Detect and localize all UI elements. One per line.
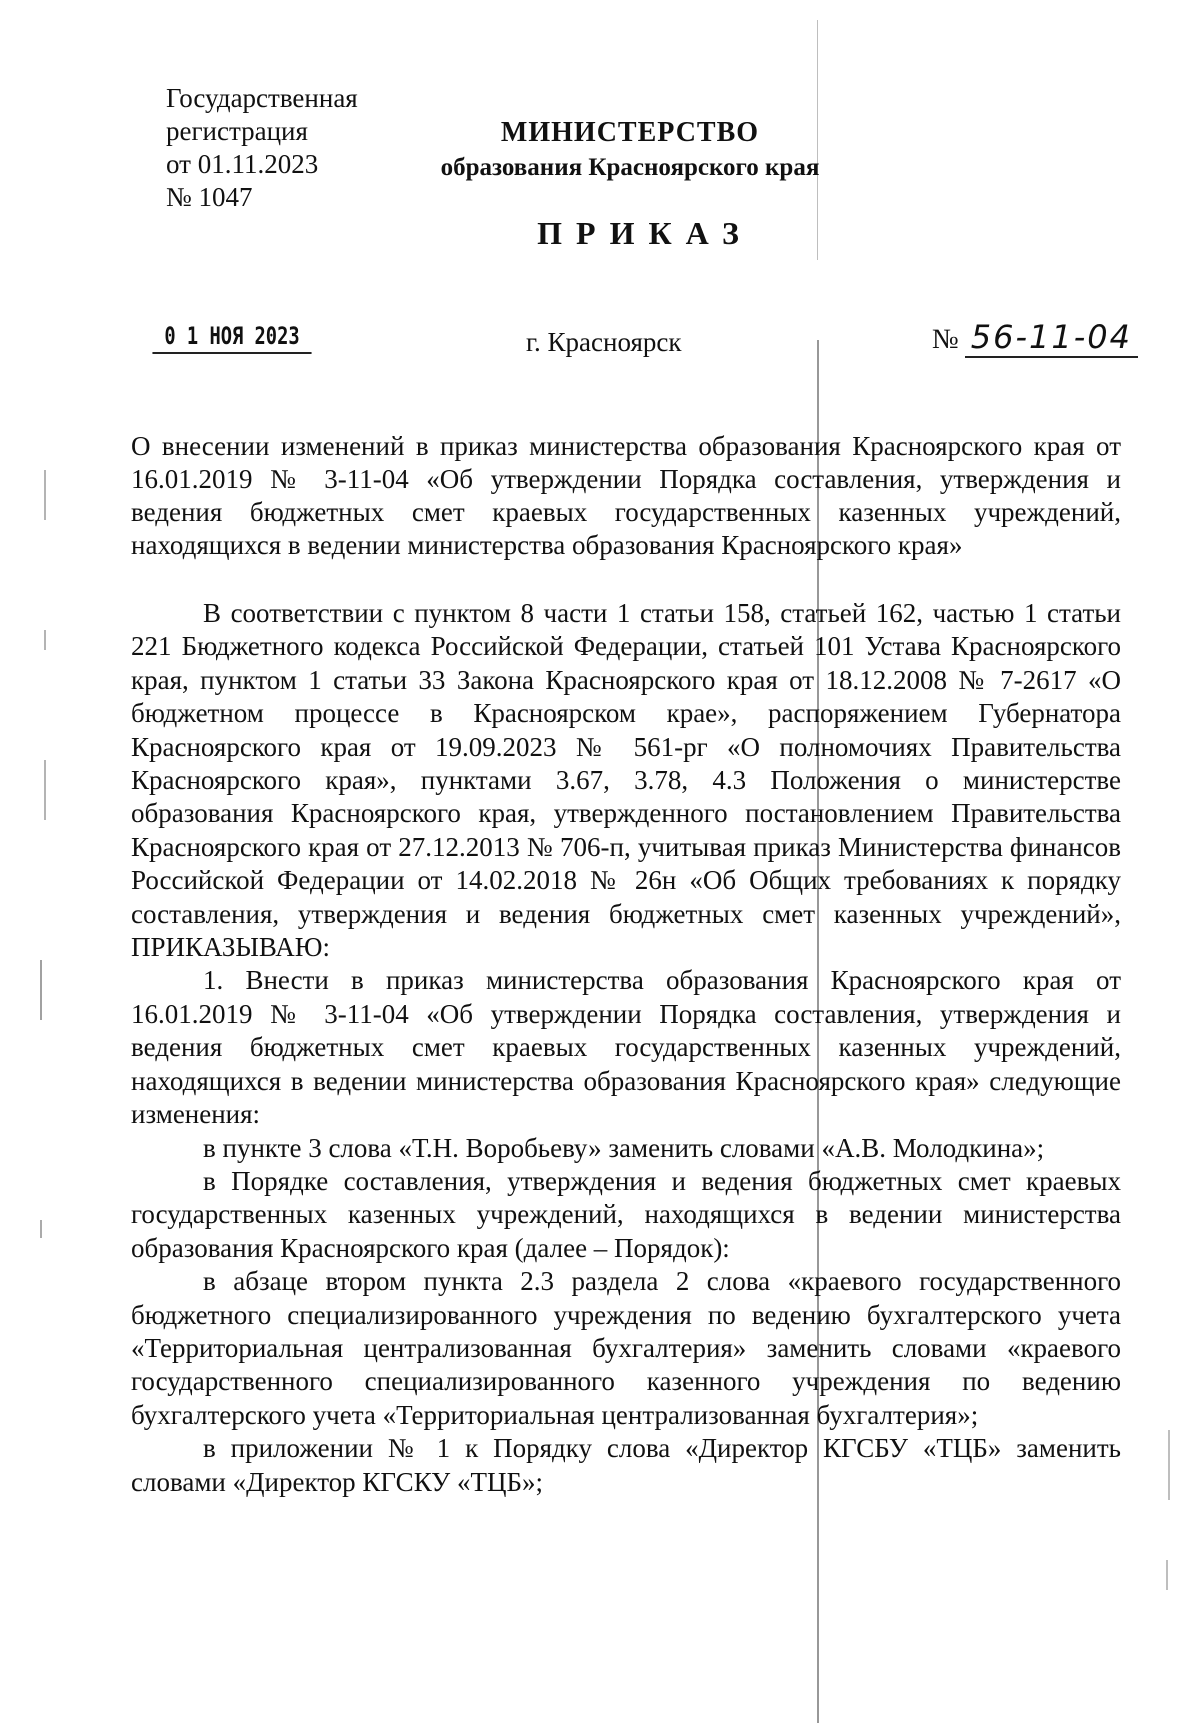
body-paragraph: 1. Внести в приказ министерства образования Красноярского края от 16.01.2019 № 3-11-04 «Об утверждении Порядка составления, утверждения и ведения бюджетных смет краевых государственных казенных учреждений, находящихся в ведении министерства образования Красноярского края» следующие изменения: bbox=[131, 965, 1121, 1130]
scan-edge-mark bbox=[44, 470, 46, 520]
body-paragraph: в Порядке составления, утверждения и ведения бюджетных смет краевых государственных казенных учреждений, находящихся в ведении министерства образования Красноярского края (далее – Порядок): bbox=[131, 1165, 1121, 1263]
registration-number: № 1047 bbox=[166, 182, 253, 212]
scan-edge-mark bbox=[44, 760, 46, 820]
body-paragraph: в пункте 3 слова «Т.Н. Воробьеву» заменить словами «А.В. Молодкина»; bbox=[203, 1132, 1045, 1163]
ministry-header bbox=[0, 115, 1200, 185]
ministry-title: МИНИСТЕРСТВО bbox=[500, 117, 760, 148]
order-number bbox=[932, 318, 1138, 356]
body-paragraph: В соответствии с пунктом 8 части 1 статьи 158, статьей 162, частью 1 статьи 221 Бюджетного кодекса Российской Федерации, статьей 101 Устава Красноярского края, пунктом 1 статьи 33 Закона Красноярского края от 18.12.2008 № 7-2617 «О бюджетном процессе в Красноярском крае», распоряжением Губернатора Красноярского края от 19.09.2023 № 561-рг «О полномочиях Правительства Красноярского края», пунктами 3.67, 3.78, 4.3 Положения о министерстве образования Красноярского края, утвержденного постановлением Правительства Красноярского края от 27.12.2013 № 706-п, учитывая приказ Министерства финансов Российской Федерации от 14.02.2018 № 26н «Об Общих требованиях к порядку составления, утверждения и ведения бюджетных смет казенных учреждений», ПРИКАЗЫВАЮ: bbox=[131, 598, 1121, 963]
number-label: № bbox=[932, 324, 959, 355]
body-paragraph: в абзаце втором пункта 2.3 раздела 2 слова «краевого государственного бюджетного специализированного учреждения по ведению бухгалтерского учета «Территориальная централизованная бухгалтерия» заменить словами «краевого государственного специализированного казенного учреждения по ведению бухгалтерского учета «Территориальная централизованная бухгалтерия»; bbox=[131, 1266, 1121, 1430]
ministry-subtitle: образования Красноярского края bbox=[440, 154, 820, 181]
scan-edge-mark bbox=[44, 630, 46, 650]
scan-edge-mark bbox=[40, 1220, 42, 1238]
scan-edge-mark bbox=[40, 960, 42, 1020]
scan-edge-mark bbox=[1166, 1560, 1168, 1590]
registration-line: Государственная bbox=[166, 83, 358, 113]
document-type-title: ПРИКАЗ bbox=[537, 215, 753, 251]
scan-edge-mark bbox=[1168, 1430, 1170, 1500]
city-label: г. Красноярск bbox=[526, 327, 682, 357]
document-body bbox=[131, 597, 1121, 1499]
order-subject: О внесении изменений в приказ министерства образования Красноярского края от 16.01.2019 № 3-11-04 «Об утверждении Порядка составления, утверждения и ведения бюджетных смет краевых государственных казенных учреждений, находящихся в ведении министерства образования Красноярского края» bbox=[131, 431, 1121, 560]
registration-date: от 01.11.2023 bbox=[166, 149, 319, 179]
registration-line: регистрация bbox=[166, 116, 308, 146]
handwritten-number: 56-11-04 bbox=[965, 318, 1138, 358]
date-stamp: 0 1 НОЯ 2023 bbox=[152, 322, 311, 354]
body-paragraph: в приложении № 1 к Порядку слова «Директор КГСБУ «ТЦБ» заменить словами «Директор КГСКУ «ТЦБ»; bbox=[131, 1433, 1121, 1497]
